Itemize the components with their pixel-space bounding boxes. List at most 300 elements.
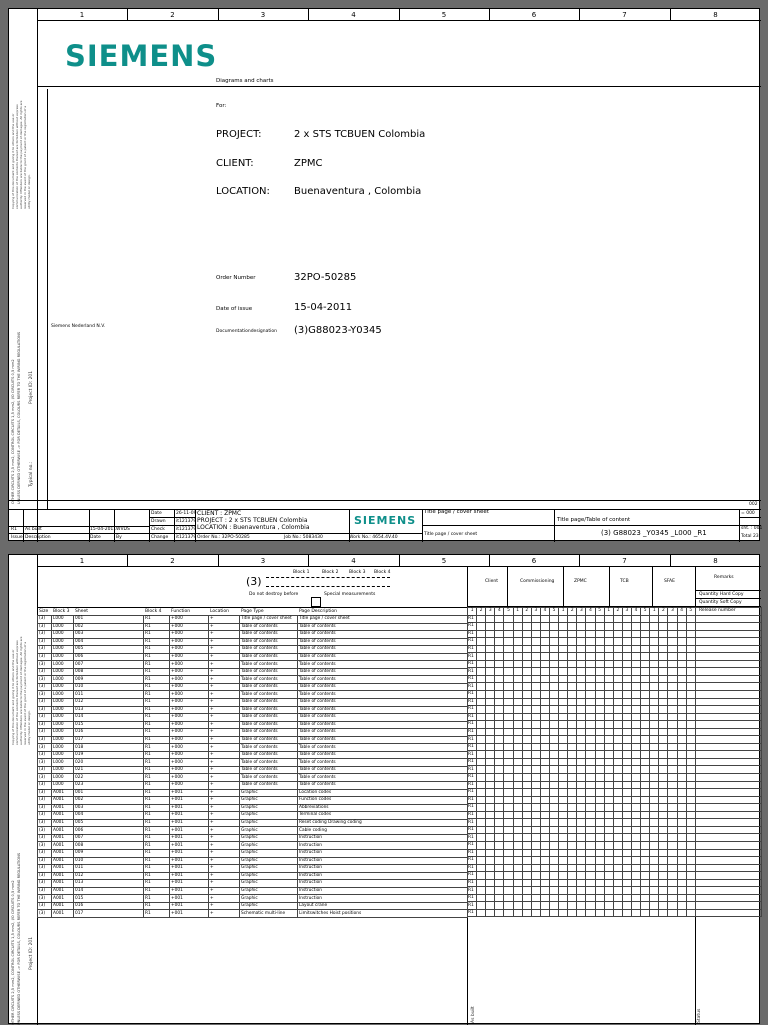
grid-cell xyxy=(559,713,568,721)
grid-cell xyxy=(495,721,504,729)
grid-cell xyxy=(650,751,659,759)
grid-cell xyxy=(650,849,659,857)
remarks-cell xyxy=(695,902,761,910)
grid-cell xyxy=(513,864,522,872)
table-cell: + xyxy=(209,865,240,873)
grid-cell xyxy=(641,706,650,714)
grid-cell xyxy=(668,796,677,804)
grid-cell xyxy=(613,811,622,819)
grid-cell xyxy=(549,902,558,910)
grid-cell xyxy=(686,683,695,691)
grid-cell xyxy=(568,683,577,691)
grid-cell xyxy=(540,675,549,683)
grid-cell xyxy=(622,653,631,661)
grid-cell xyxy=(668,675,677,683)
grid-cell xyxy=(604,826,613,834)
grid-cell xyxy=(595,653,604,661)
table-cell: + xyxy=(209,736,240,744)
grid-cell xyxy=(477,819,486,827)
tb-title-3: Title page/Table of content xyxy=(557,517,631,523)
grid-cell xyxy=(522,736,531,744)
grid-cell: R1 xyxy=(468,653,477,661)
grid-cell xyxy=(568,751,577,759)
grid-cell xyxy=(513,789,522,797)
grid-cell xyxy=(686,751,695,759)
table-cell: L000 xyxy=(52,729,74,737)
grid-cell xyxy=(513,857,522,865)
grid-cell xyxy=(668,811,677,819)
grid-cell xyxy=(595,902,604,910)
grid-cell xyxy=(604,789,613,797)
grid-cell xyxy=(522,728,531,736)
table-cell: +000 xyxy=(170,676,209,684)
grid-cell xyxy=(549,857,558,865)
table-row xyxy=(38,910,468,918)
grid-cell xyxy=(631,864,640,872)
grid-cell xyxy=(668,728,677,736)
grid-cell xyxy=(540,713,549,721)
table-cell: R1 xyxy=(144,895,170,903)
grid-cell xyxy=(613,819,622,827)
table-cell: Table of contents xyxy=(240,691,298,699)
table-cell: 020 xyxy=(74,759,144,767)
grid-cell xyxy=(486,909,495,917)
table-cell: Table of contents xyxy=(298,653,468,661)
grid-cell xyxy=(549,698,558,706)
grid-cell xyxy=(577,819,586,827)
grid-cell xyxy=(549,819,558,827)
grid-cell xyxy=(477,902,486,910)
remarks-cell xyxy=(695,872,761,880)
grid-cell xyxy=(522,819,531,827)
grid-cell xyxy=(686,826,695,834)
grid-cell xyxy=(686,804,695,812)
grid-cell xyxy=(568,668,577,676)
grid-cell xyxy=(631,736,640,744)
table-cell: (3) xyxy=(38,774,52,782)
grid-cell xyxy=(504,819,513,827)
grid-cell xyxy=(650,728,659,736)
status-label: Status xyxy=(697,1008,702,1023)
remarks-cell xyxy=(695,668,761,676)
grid-cell xyxy=(622,615,631,623)
table-cell: Table of contents xyxy=(240,683,298,691)
grid-cell xyxy=(604,781,613,789)
grid-cell xyxy=(641,902,650,910)
grid-cell xyxy=(631,683,640,691)
table-cell: (3) xyxy=(38,827,52,835)
grid-cell xyxy=(604,864,613,872)
grid-cell xyxy=(495,623,504,631)
table-cell: R1 xyxy=(144,887,170,895)
grid-cell xyxy=(531,653,540,661)
grid-cell xyxy=(595,789,604,797)
tb-rev-date: 15-04-2011 xyxy=(90,527,117,532)
table-row xyxy=(38,706,468,714)
grid-cell xyxy=(604,849,613,857)
grid-cell xyxy=(513,751,522,759)
grid-cell xyxy=(504,849,513,857)
grid-cell: R1 xyxy=(468,781,477,789)
grid-cell xyxy=(650,909,659,917)
grid-cell xyxy=(540,653,549,661)
grid-cell xyxy=(622,819,631,827)
table-cell: R1 xyxy=(144,706,170,714)
grid-cell xyxy=(586,796,595,804)
digit-cell: 5 xyxy=(549,608,558,616)
grid-cell xyxy=(650,864,659,872)
grid-cell xyxy=(659,691,668,699)
grid-cell: R1 xyxy=(468,706,477,714)
grid-row xyxy=(468,683,762,691)
grid-cell xyxy=(631,902,640,910)
table-row xyxy=(38,766,468,774)
table-cell: Table of contents xyxy=(240,638,298,646)
grid-cell xyxy=(677,864,686,872)
grid-cell xyxy=(559,751,568,759)
grid-cell xyxy=(613,645,622,653)
grid-cell xyxy=(568,660,577,668)
grid-cell xyxy=(577,645,586,653)
grid-cell xyxy=(477,623,486,631)
grid-cell xyxy=(586,857,595,865)
grid-cell xyxy=(568,713,577,721)
column-number: 7 xyxy=(622,557,627,565)
grid-cell: R1 xyxy=(468,623,477,631)
table-cell: Table of contents xyxy=(298,721,468,729)
table-cell: 002 xyxy=(74,623,144,631)
table-cell: (3) xyxy=(38,668,52,676)
grid-cell xyxy=(677,894,686,902)
tb-drawn-label: Drawn xyxy=(151,519,166,524)
tb-siemens-logo: SIEMENS xyxy=(354,514,417,527)
grid-cell xyxy=(622,879,631,887)
grid-cell xyxy=(604,623,613,631)
grid-cell xyxy=(568,743,577,751)
grid-cell xyxy=(504,706,513,714)
grid-cell xyxy=(586,638,595,646)
table-cell: R1 xyxy=(144,865,170,873)
grid-cell xyxy=(686,728,695,736)
table-row xyxy=(38,751,468,759)
tb-date-label: Date xyxy=(151,511,162,516)
grid-cell xyxy=(486,743,495,751)
grid-cell xyxy=(549,796,558,804)
table-cell: Graphic xyxy=(240,849,298,857)
remarks-label: Remarks xyxy=(714,575,734,580)
grid-cell xyxy=(495,841,504,849)
table-row xyxy=(38,774,468,782)
table-cell: Graphic xyxy=(240,895,298,903)
as-built-label: As built xyxy=(471,1006,476,1023)
grid-cell xyxy=(568,766,577,774)
grid-cell xyxy=(549,660,558,668)
table-cell: + xyxy=(209,646,240,654)
grid-cell xyxy=(559,789,568,797)
grid-cell xyxy=(513,849,522,857)
table-cell: Table of contents xyxy=(240,631,298,639)
table-row xyxy=(38,646,468,654)
grid-cell xyxy=(568,653,577,661)
grid-cell xyxy=(577,826,586,834)
for-label: For: xyxy=(216,103,227,109)
grid-cell xyxy=(622,645,631,653)
grid-cell xyxy=(631,645,640,653)
table-cell: Table of contents xyxy=(298,759,468,767)
table-cell: Table of contents xyxy=(298,774,468,782)
grid-cell xyxy=(513,841,522,849)
grid-cell xyxy=(586,781,595,789)
table-cell: +000 xyxy=(170,661,209,669)
grid-cell xyxy=(631,819,640,827)
grid-cell xyxy=(495,789,504,797)
table-cell: +000 xyxy=(170,782,209,790)
grid-cell xyxy=(522,706,531,714)
grid-row xyxy=(468,743,762,751)
grid-cell xyxy=(495,615,504,623)
grid-cell xyxy=(531,758,540,766)
grid-row xyxy=(468,804,762,812)
table-cell: 013 xyxy=(74,706,144,714)
grid-cell xyxy=(504,811,513,819)
table-row xyxy=(38,661,468,669)
table-cell: +000 xyxy=(170,631,209,639)
table-cell: (3) xyxy=(38,865,52,873)
grid-cell xyxy=(568,841,577,849)
grid-cell xyxy=(650,638,659,646)
digit-cell: 2 xyxy=(568,608,577,616)
remarks-cell xyxy=(695,804,761,812)
grid-cell xyxy=(577,909,586,917)
grid-cell xyxy=(668,683,677,691)
grid-cell xyxy=(477,879,486,887)
table-cell: Graphic xyxy=(240,827,298,835)
table-cell: + xyxy=(209,804,240,812)
grid-cell: R1 xyxy=(468,872,477,880)
grid-cell xyxy=(659,789,668,797)
remarks-cell xyxy=(695,796,761,804)
table-cell: + xyxy=(209,631,240,639)
grid-cell xyxy=(595,683,604,691)
grid-cell: R1 xyxy=(468,811,477,819)
table-cell: L000 xyxy=(52,616,74,624)
remarks-cell xyxy=(695,706,761,714)
grid-cell xyxy=(522,834,531,842)
grid-cell xyxy=(477,872,486,880)
grid-cell xyxy=(659,623,668,631)
grid-cell: R1 xyxy=(468,819,477,827)
grid-cell xyxy=(531,811,540,819)
grid-cell xyxy=(559,630,568,638)
grid-cell xyxy=(613,774,622,782)
table-cell: + xyxy=(209,623,240,631)
grid-cell xyxy=(577,766,586,774)
grid-cell xyxy=(595,857,604,865)
grid-cell xyxy=(559,758,568,766)
grid-cell xyxy=(495,691,504,699)
grid-cell xyxy=(577,623,586,631)
grid-cell xyxy=(522,781,531,789)
grid-cell xyxy=(622,623,631,631)
table-cell: + xyxy=(209,797,240,805)
grid-cell xyxy=(540,660,549,668)
group-tcb: TCB xyxy=(620,579,629,584)
table-row xyxy=(38,857,468,865)
grid-cell xyxy=(477,638,486,646)
grid-cell: R1 xyxy=(468,789,477,797)
group-sfae: SFAE xyxy=(664,579,675,584)
table-cell: Instruction xyxy=(298,834,468,842)
grid-cell xyxy=(650,615,659,623)
column-number: 1 xyxy=(79,11,85,19)
table-cell: Table of contents xyxy=(298,766,468,774)
tb-desc-hdr: Description xyxy=(25,535,51,540)
grid-cell xyxy=(641,819,650,827)
grid-cell xyxy=(486,668,495,676)
grid-cell xyxy=(549,615,558,623)
table-cell: R1 xyxy=(144,638,170,646)
grid-cell xyxy=(641,668,650,676)
grid-cell xyxy=(686,706,695,714)
grid-cell xyxy=(631,841,640,849)
table-row xyxy=(38,699,468,707)
grid-cell xyxy=(613,630,622,638)
grid-cell xyxy=(641,630,650,638)
grid-cell xyxy=(659,743,668,751)
grid-cell xyxy=(641,721,650,729)
grid-cell xyxy=(522,638,531,646)
grid-cell xyxy=(586,653,595,661)
grid-cell xyxy=(522,743,531,751)
grid-cell xyxy=(686,653,695,661)
grid-cell xyxy=(659,736,668,744)
grid-cell xyxy=(477,894,486,902)
grid-cell xyxy=(586,902,595,910)
grid-cell xyxy=(631,781,640,789)
table-cell: R1 xyxy=(144,849,170,857)
grid-cell xyxy=(540,841,549,849)
grid-cell xyxy=(631,811,640,819)
grid-cell xyxy=(540,789,549,797)
table-cell: 017 xyxy=(74,736,144,744)
grid-cell xyxy=(540,849,549,857)
grid-cell xyxy=(504,675,513,683)
grid-cell xyxy=(586,909,595,917)
table-cell: +001 xyxy=(170,842,209,850)
project-label: PROJECT: xyxy=(216,129,262,140)
grid-cell xyxy=(495,887,504,895)
grid-cell xyxy=(568,698,577,706)
table-cell: Table of contents xyxy=(298,691,468,699)
grid-cell xyxy=(559,909,568,917)
remarks-cell xyxy=(695,736,761,744)
grid-cell xyxy=(677,698,686,706)
table-cell: A001 xyxy=(52,887,74,895)
grid-cell xyxy=(641,728,650,736)
grid-cell xyxy=(659,841,668,849)
digit-cell: 2 xyxy=(613,608,622,616)
table-cell: L000 xyxy=(52,661,74,669)
blocks-prefix: (3) xyxy=(246,575,262,588)
grid-cell xyxy=(549,721,558,729)
grid-cell xyxy=(504,902,513,910)
grid-cell xyxy=(568,849,577,857)
table-cell: R1 xyxy=(144,759,170,767)
table-cell: +000 xyxy=(170,699,209,707)
table-cell: R1 xyxy=(144,751,170,759)
grid-row xyxy=(468,728,762,736)
grid-cell xyxy=(531,887,540,895)
table-cell: 006 xyxy=(74,827,144,835)
grid-cell xyxy=(559,615,568,623)
grid-cell xyxy=(540,864,549,872)
hdr-page-desc: Page Description xyxy=(299,609,337,614)
grid-cell xyxy=(531,841,540,849)
grid-cell xyxy=(659,728,668,736)
grid-cell xyxy=(622,909,631,917)
grid-cell xyxy=(622,721,631,729)
grid-row xyxy=(468,879,762,887)
grid-cell xyxy=(650,713,659,721)
remarks-cell xyxy=(695,789,761,797)
digit-cell: 5 xyxy=(641,608,650,616)
grid-cell xyxy=(686,766,695,774)
grid-cell xyxy=(486,811,495,819)
table-cell: Table of contents xyxy=(298,631,468,639)
grid-cell xyxy=(668,894,677,902)
table-cell: R1 xyxy=(144,819,170,827)
grid-cell xyxy=(622,894,631,902)
table-cell: L000 xyxy=(52,782,74,790)
grid-cell xyxy=(577,887,586,895)
grid-cell xyxy=(604,766,613,774)
grid-row xyxy=(468,826,762,834)
tb-drawing-no: (3) G88023 _Y0345 _L000 _R1 xyxy=(601,529,707,537)
grid-cell: R1 xyxy=(468,834,477,842)
grid-cell xyxy=(577,713,586,721)
grid-cell xyxy=(577,691,586,699)
table-cell: (3) xyxy=(38,736,52,744)
grid-cell xyxy=(631,826,640,834)
grid-cell xyxy=(604,668,613,676)
grid-cell xyxy=(586,872,595,880)
grid-cell xyxy=(604,713,613,721)
table-row xyxy=(38,880,468,888)
grid-cell xyxy=(650,645,659,653)
grid-cell xyxy=(659,864,668,872)
grid-cell xyxy=(540,796,549,804)
grid-cell xyxy=(568,781,577,789)
grid-cell xyxy=(641,683,650,691)
table-cell: A001 xyxy=(52,895,74,903)
table-cell: +000 xyxy=(170,668,209,676)
grid-cell xyxy=(677,653,686,661)
grid-cell xyxy=(595,721,604,729)
grid-cell xyxy=(686,623,695,631)
grid-cell xyxy=(586,841,595,849)
grid-cell xyxy=(677,789,686,797)
grid-cell xyxy=(686,645,695,653)
table-cell: (3) xyxy=(38,812,52,820)
table-cell: + xyxy=(209,691,240,699)
table-cell: +000 xyxy=(170,721,209,729)
grid-cell xyxy=(631,751,640,759)
grid-cell: R1 xyxy=(468,758,477,766)
grid-cell xyxy=(568,857,577,865)
grid-cell xyxy=(641,623,650,631)
grid-cell xyxy=(549,841,558,849)
grid-cell xyxy=(686,819,695,827)
